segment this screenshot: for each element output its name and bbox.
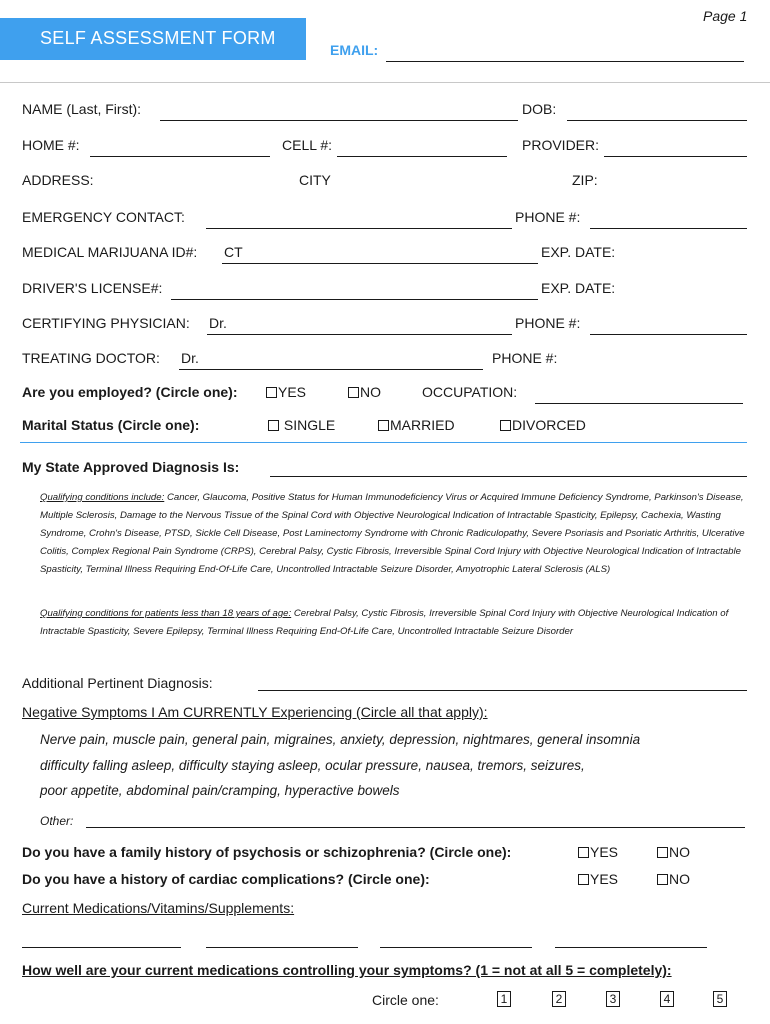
mmj-id-field[interactable] [222,246,538,264]
mmj-exp-label: EXP. DATE: [541,244,616,260]
checkbox[interactable] [578,874,589,885]
certifying-phone-label: PHONE #: [515,315,581,331]
cardiac-no-option[interactable]: NO [657,871,690,887]
section-divider [20,442,747,443]
cell-label: CELL #: [282,137,333,153]
symptoms-line-2: difficulty falling asleep, difficulty staying asleep, ocular pressure, nausea, tremors, seizures, [40,758,585,773]
circle-one-label: Circle one: [372,992,439,1008]
drivers-license-field[interactable] [171,282,538,300]
checkbox[interactable] [500,420,511,431]
occupation-label: OCCUPATION: [422,384,518,400]
scale-option-5[interactable]: 5 [713,991,727,1007]
medication-field-1[interactable] [22,947,181,948]
employment-yes-option[interactable]: YES [266,384,306,400]
qualifying-conditions-minors-text: Qualifying conditions for patients less than 18 years of age: Cerebral Palsy, Cystic Fibrosis, Irreversible Spinal Cord Injury with Objective Neurological Indication of Intractable Spasticity, Severe Epilepsy, Terminal Illness Requiring End-Of-Life Care, Uncontrolled Intractable Seizure Disorder [40,608,729,637]
psychosis-yes-option[interactable]: YES [578,844,618,860]
address-label: ADDRESS: [22,172,94,188]
cell-field[interactable] [337,139,507,157]
form-title: SELF ASSESSMENT FORM [40,28,276,48]
home-label: HOME #: [22,137,80,153]
emergency-phone-field[interactable] [590,211,747,229]
medication-effectiveness-question: How well are your current medications controlling your symptoms? (1 = not at all 5 = completely): [22,962,672,978]
checkbox[interactable] [578,847,589,858]
name-label: NAME (Last, First): [22,101,142,117]
treating-doctor-label: TREATING DOCTOR: [22,350,160,366]
treating-dr-prefix: Dr. [181,350,199,366]
header-divider [0,82,770,83]
zip-label: ZIP: [572,172,598,188]
occupation-field[interactable] [535,386,743,404]
name-field[interactable] [160,103,518,121]
medications-heading: Current Medications/Vitamins/Supplements: [22,900,295,916]
medication-field-2[interactable] [206,947,358,948]
diagnosis-label: My State Approved Diagnosis Is: [22,459,240,475]
provider-field[interactable] [604,139,747,157]
email-field[interactable] [386,44,744,62]
medication-field-3[interactable] [380,947,532,948]
psychosis-no-option[interactable]: NO [657,844,690,860]
dl-exp-label: EXP. DATE: [541,280,616,296]
mmj-id-label: MEDICAL MARIJUANA ID#: [22,244,198,260]
email-label: EMAIL: [330,42,379,58]
diagnosis-field[interactable] [270,459,747,477]
medication-field-4[interactable] [555,947,707,948]
marital-question: Marital Status (Circle one): [22,417,200,433]
dob-field[interactable] [567,103,747,121]
cardiac-question: Do you have a history of cardiac complications? (Circle one): [22,871,430,887]
checkbox[interactable] [268,420,279,431]
emergency-contact-field[interactable] [206,211,512,229]
checkbox[interactable] [266,387,277,398]
checkbox[interactable] [657,847,668,858]
additional-diagnosis-label: Additional Pertinent Diagnosis: [22,675,213,691]
psychosis-question: Do you have a family history of psychosis or schizophrenia? (Circle one): [22,844,512,860]
employment-no-option[interactable]: NO [348,384,381,400]
treating-doctor-field[interactable] [179,352,483,370]
certifying-physician-label: CERTIFYING PHYSICIAN: [22,315,190,331]
certifying-dr-prefix: Dr. [209,315,227,331]
emergency-contact-label: EMERGENCY CONTACT: [22,209,185,225]
marital-divorced-option[interactable]: DIVORCED [500,417,586,433]
additional-diagnosis-field[interactable] [258,673,747,691]
checkbox[interactable] [657,874,668,885]
provider-label: PROVIDER: [522,137,600,153]
checkbox[interactable] [378,420,389,431]
symptoms-line-3: poor appetite, abdominal pain/cramping, hyperactive bowels [40,783,400,798]
cardiac-yes-option[interactable]: YES [578,871,618,887]
dob-label: DOB: [522,101,557,117]
qualifying-conditions-text: Qualifying conditions include: Cancer, Glaucoma, Positive Status for Human Immunodeficiency Virus or Acquired Immune Deficiency Syndrome, Parkinson's Disease, Multiple Sclerosis, Damage to the Nervous Tissue of the Spinal Cord with Objective Neurological Indication of Intractable Spasticity, Epilepsy, Cachexia, Wasting Syndrome, Crohn's Disease, PTSD, Sickle Cell Disease, Post Laminectomy Syndrome with Chronic Radiculopathy, Severe Psoriasis and Psoriatic Arthritis, Ulcerative Colitis, Complex Regional Pain Syndrome (CRPS), Cerebral Palsy, Cystic Fibrosis, Irreversible Spinal Cord Injury with Objective Neurological Indication of Intractable Spasticity, Terminal Illness Requiring End-Of-Life Care, Uncontrolled Intractable Seizure Disorder, Amyotrophic Lateral Sclerosis (ALS) [40,492,745,575]
checkbox[interactable] [348,387,359,398]
other-symptoms-label: Other: [40,814,74,828]
marital-single-option[interactable]: SINGLE [268,417,335,433]
marital-married-option[interactable]: MARRIED [378,417,455,433]
symptoms-heading: Negative Symptoms I Am CURRENTLY Experiencing (Circle all that apply): [22,704,488,720]
treating-phone-label: PHONE #: [492,350,558,366]
page-number: Page 1 [703,8,748,24]
other-symptoms-field[interactable] [86,810,745,828]
mmj-id-prefix: CT [224,244,243,260]
scale-option-4[interactable]: 4 [660,991,674,1007]
certifying-physician-field[interactable] [207,317,512,335]
symptoms-line-1: Nerve pain, muscle pain, general pain, migraines, anxiety, depression, nightmares, general insomnia [40,732,641,747]
home-field[interactable] [90,139,270,157]
employment-question: Are you employed? (Circle one): [22,384,238,400]
scale-option-2[interactable]: 2 [552,991,566,1007]
scale-option-3[interactable]: 3 [606,991,620,1007]
certifying-phone-field[interactable] [590,317,747,335]
city-label: CITY [299,172,331,188]
scale-option-1[interactable]: 1 [497,991,511,1007]
drivers-license-label: DRIVER'S LICENSE#: [22,280,163,296]
emergency-phone-label: PHONE #: [515,209,581,225]
